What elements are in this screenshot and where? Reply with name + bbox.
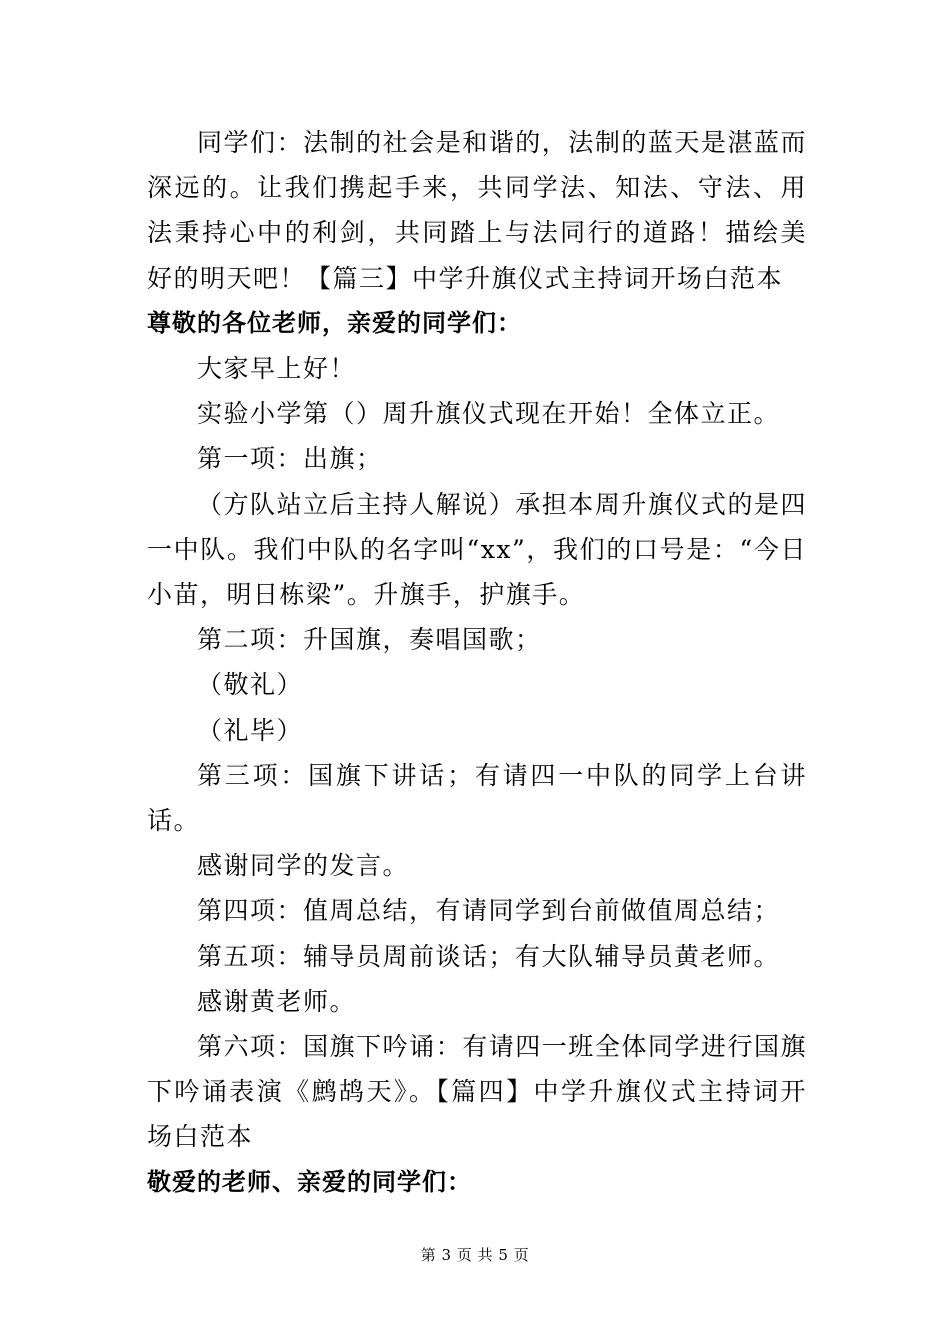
paragraph: 感谢同学的发言。 xyxy=(197,851,410,881)
paragraph: 感谢黄老师。 xyxy=(197,986,357,1016)
paragraph: 第二项：升国旗，奏唱国歌； xyxy=(197,625,542,655)
paragraph: 第五项：辅导员周前谈话；有大队辅导员黄老师。 xyxy=(197,941,781,971)
paragraph: 同学们：法制的社会是和谐的，法制的蓝天是湛蓝而深远的。让我们携起手来，共同学法、知法、守法、用法秉持心中的利剑，共同踏上与法同行的道路！描绘美好的明天吧！【篇三】中学升旗仪式主持词开场白范本 xyxy=(147,128,807,293)
page-number-footer: 第 3 页 共 5 页 xyxy=(420,1246,530,1264)
paragraph: 实验小学第（）周升旗仪式现在开始！全体立正。 xyxy=(197,399,781,429)
paragraph: （敬礼） xyxy=(197,670,304,700)
paragraph: （方队站立后主持人解说）承担本周升旗仪式的是四一中队。我们中队的名字叫“xx”，我们的口号是：“今日小苗，明日栋梁”。升旗手，护旗手。 xyxy=(147,489,807,610)
paragraph: 第六项：国旗下吟诵：有请四一班全体同学进行国旗下吟诵表演《鹧鸪天》。【篇四】中学升旗仪式主持词开场白范本 xyxy=(147,1032,807,1152)
paragraph: 第三项：国旗下讲话；有请四一中队的同学上台讲话。 xyxy=(147,760,807,836)
paragraph: 第一项：出旗； xyxy=(197,444,383,474)
salutation-heading: 尊敬的各位老师，亲爱的同学们： xyxy=(147,308,522,337)
salutation-heading: 敬爱的老师、亲爱的同学们： xyxy=(147,1167,472,1196)
paragraph: 第四项：值周总结，有请同学到台前做值周总结； xyxy=(197,896,781,926)
document-body xyxy=(147,120,807,1205)
paragraph: （礼毕） xyxy=(197,715,304,745)
paragraph: 大家早上好！ xyxy=(197,354,357,384)
